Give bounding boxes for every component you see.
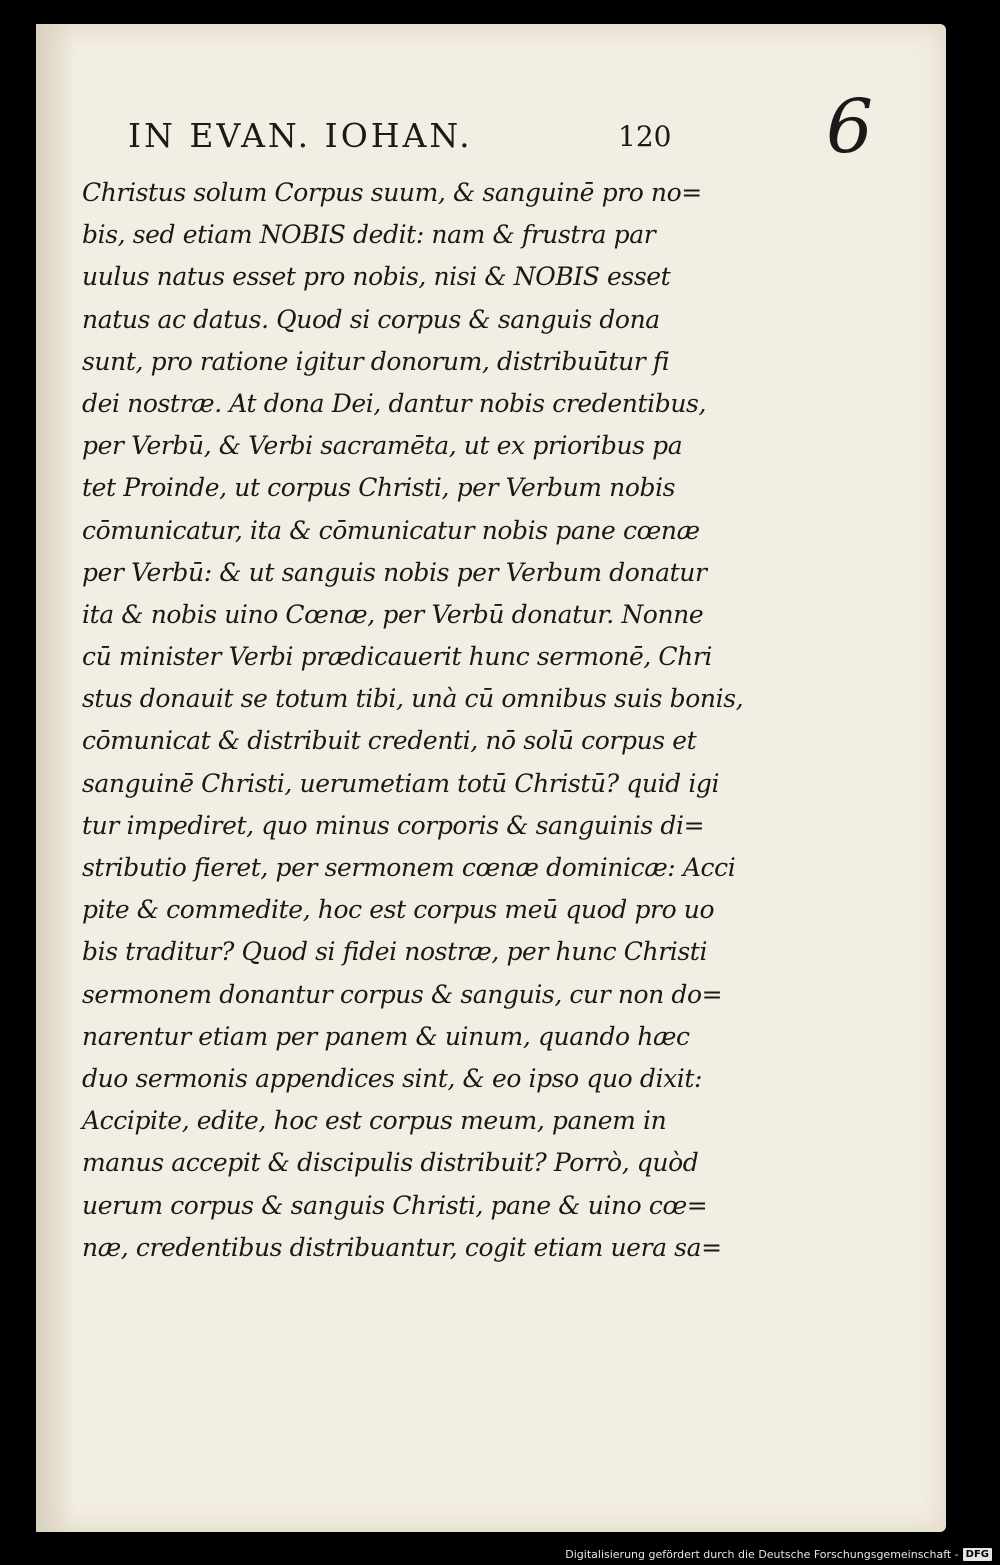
text-line: bis traditur? Quod si fidei nostræ, per hunc Christi [82, 937, 708, 967]
running-title: IN EVAN. IOHAN. [128, 116, 473, 155]
text-line: per Verbū: & ut sanguis nobis per Verbum donatur [82, 557, 707, 587]
page-gutter [36, 24, 76, 1532]
credit-text: Digitalisierung gefördert durch die Deutsche Forschungsgemeinschaft - [565, 1548, 959, 1561]
text-line: næ, credentibus distribuantur, cogit etiam uera sa= [82, 1232, 722, 1262]
text-line: manus accepit & discipulis distribuit? Porrò, quòd [82, 1148, 699, 1178]
text-line: stributio fieret, per sermonem cœnæ dominicæ: Acci [82, 853, 736, 882]
text-line: dei nostræ. At dona Dei, dantur nobis credentibus, [82, 388, 707, 418]
text-line: Christus solum Corpus suum, & sanguinē pro no= [82, 178, 702, 207]
text-line: per Verbū, & Verbi sacramēta, ut ex prioribus pa [82, 431, 683, 461]
text-line: tet Proinde, ut corpus Christi, per Verbum nobis [82, 473, 676, 503]
digitization-credit [565, 1548, 992, 1561]
text-line: sunt, pro ratione igitur donorum, distribuūtur fi [82, 346, 670, 376]
text-line: duo sermonis appendices sint, & eo ipso quo dixit: [82, 1063, 703, 1093]
text-line: uulus natus esset pro nobis, nisi & NOBIS esset [82, 262, 671, 292]
text-line: uerum corpus & sanguis Christi, pane & uino cœ= [82, 1190, 708, 1220]
text-line: cōmunicat & distribuit credenti, nō solū corpus et [82, 726, 697, 756]
dfg-logo-icon: DFG [963, 1548, 992, 1561]
text-line: sermonem donantur corpus & sanguis, cur non do= [82, 979, 723, 1009]
text-line: sanguinē Christi, uerumetiam totū Christū? quid igi [82, 768, 720, 798]
text-line: Accipite, edite, hoc est corpus meum, panem in [82, 1106, 667, 1136]
handwritten-folio-mark: 6 [826, 84, 874, 170]
text-line: stus donauit se totum tibi, unà cū omnibus suis bonis, [82, 684, 744, 714]
text-line: cōmunicatur, ita & cōmunicatur nobis pane cœnæ [82, 515, 700, 545]
text-line: tur impediret, quo minus corporis & sanguinis di= [82, 810, 705, 840]
text-line: cū minister Verbi prædicauerit hunc sermonē, Chri [82, 642, 713, 672]
page-number: 120 [618, 120, 672, 153]
text-line: ita & nobis uino Cœnæ, per Verbū donatur. Nonne [82, 599, 704, 629]
book-page [36, 24, 946, 1532]
text-line: pite & commedite, hoc est corpus meū quod pro uo [82, 895, 715, 925]
body-text [82, 172, 744, 1269]
text-line: bis, sed etiam NOBIS dedit: nam & frustra par [82, 220, 656, 250]
text-line: narentur etiam per panem & uinum, quando hæc [82, 1021, 690, 1051]
text-line: natus ac datus. Quod si corpus & sanguis dona [82, 304, 660, 334]
